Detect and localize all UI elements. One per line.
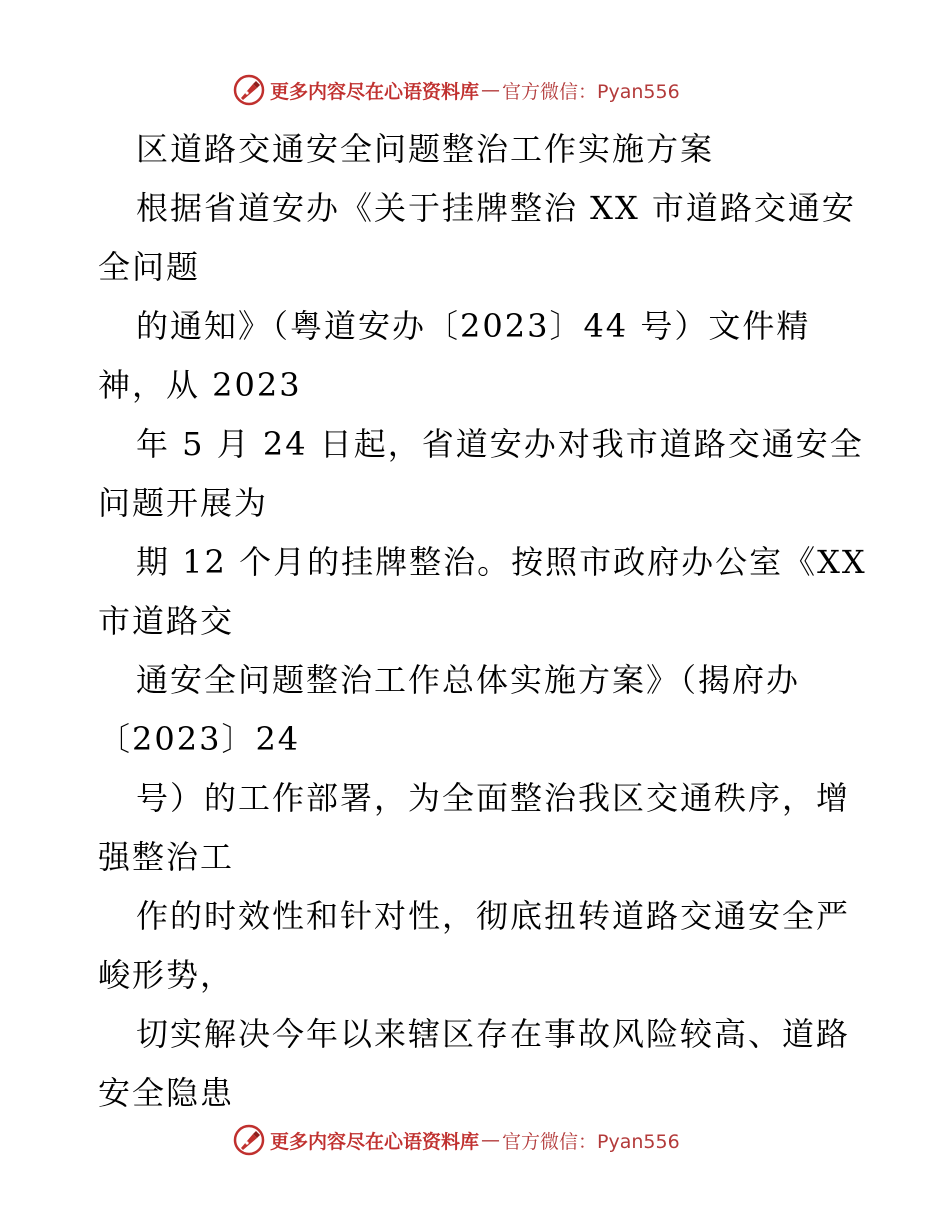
header-watermark — [232, 70, 680, 110]
document-line: 问题开展为 — [98, 484, 269, 522]
document-line: 区道路交通安全问题整治工作实施方案 — [136, 130, 715, 168]
document-line: 作的时效性和针对性，彻底扭转道路交通安全严 — [136, 897, 851, 935]
watermark-brand-text: 更多内容尽在心语资料库 — [270, 1130, 480, 1153]
document-line: 全问题 — [98, 248, 201, 286]
document-line: 峻形势， — [98, 956, 235, 994]
watermark-separator: — — [481, 1129, 501, 1151]
document-line: 年 5 月 24 日起，省道安办对我市道路交通安全 — [136, 425, 864, 463]
document-body — [98, 120, 867, 1123]
document-line: 神，从 2023 — [98, 366, 302, 404]
document-line: 强整治工 — [98, 838, 235, 876]
watermark-brand-text: 更多内容尽在心语资料库 — [270, 80, 480, 103]
document-line: 的通知》（粤道安办〔2023〕44 号）文件精 — [136, 307, 811, 345]
document-line: 〔2023〕24 — [98, 720, 301, 758]
watermark-contact-text: 官方微信：Pyan556 — [502, 80, 680, 103]
pen-nib-circle-icon — [232, 73, 266, 107]
document-line: 切实解决今年以来辖区存在事故风险较高、道路 — [136, 1015, 851, 1053]
pen-nib-circle-icon — [232, 1123, 266, 1157]
watermark-contact-text: 官方微信：Pyan556 — [502, 1130, 680, 1153]
document-line: 号）的工作部署，为全面整治我区交通秩序，增 — [136, 779, 851, 817]
document-line: 通安全问题整治工作总体实施方案》（揭府办 — [136, 661, 801, 699]
document-line: 期 12 个月的挂牌整治。按照市政府办公室《XX — [136, 543, 867, 581]
footer-watermark — [232, 1120, 680, 1160]
watermark-separator: — — [481, 79, 501, 101]
document-line: 根据省道安办《关于挂牌整治 XX 市道路交通安 — [136, 189, 856, 227]
document-line: 安全隐患 — [98, 1074, 235, 1112]
document-line: 市道路交 — [98, 602, 235, 640]
